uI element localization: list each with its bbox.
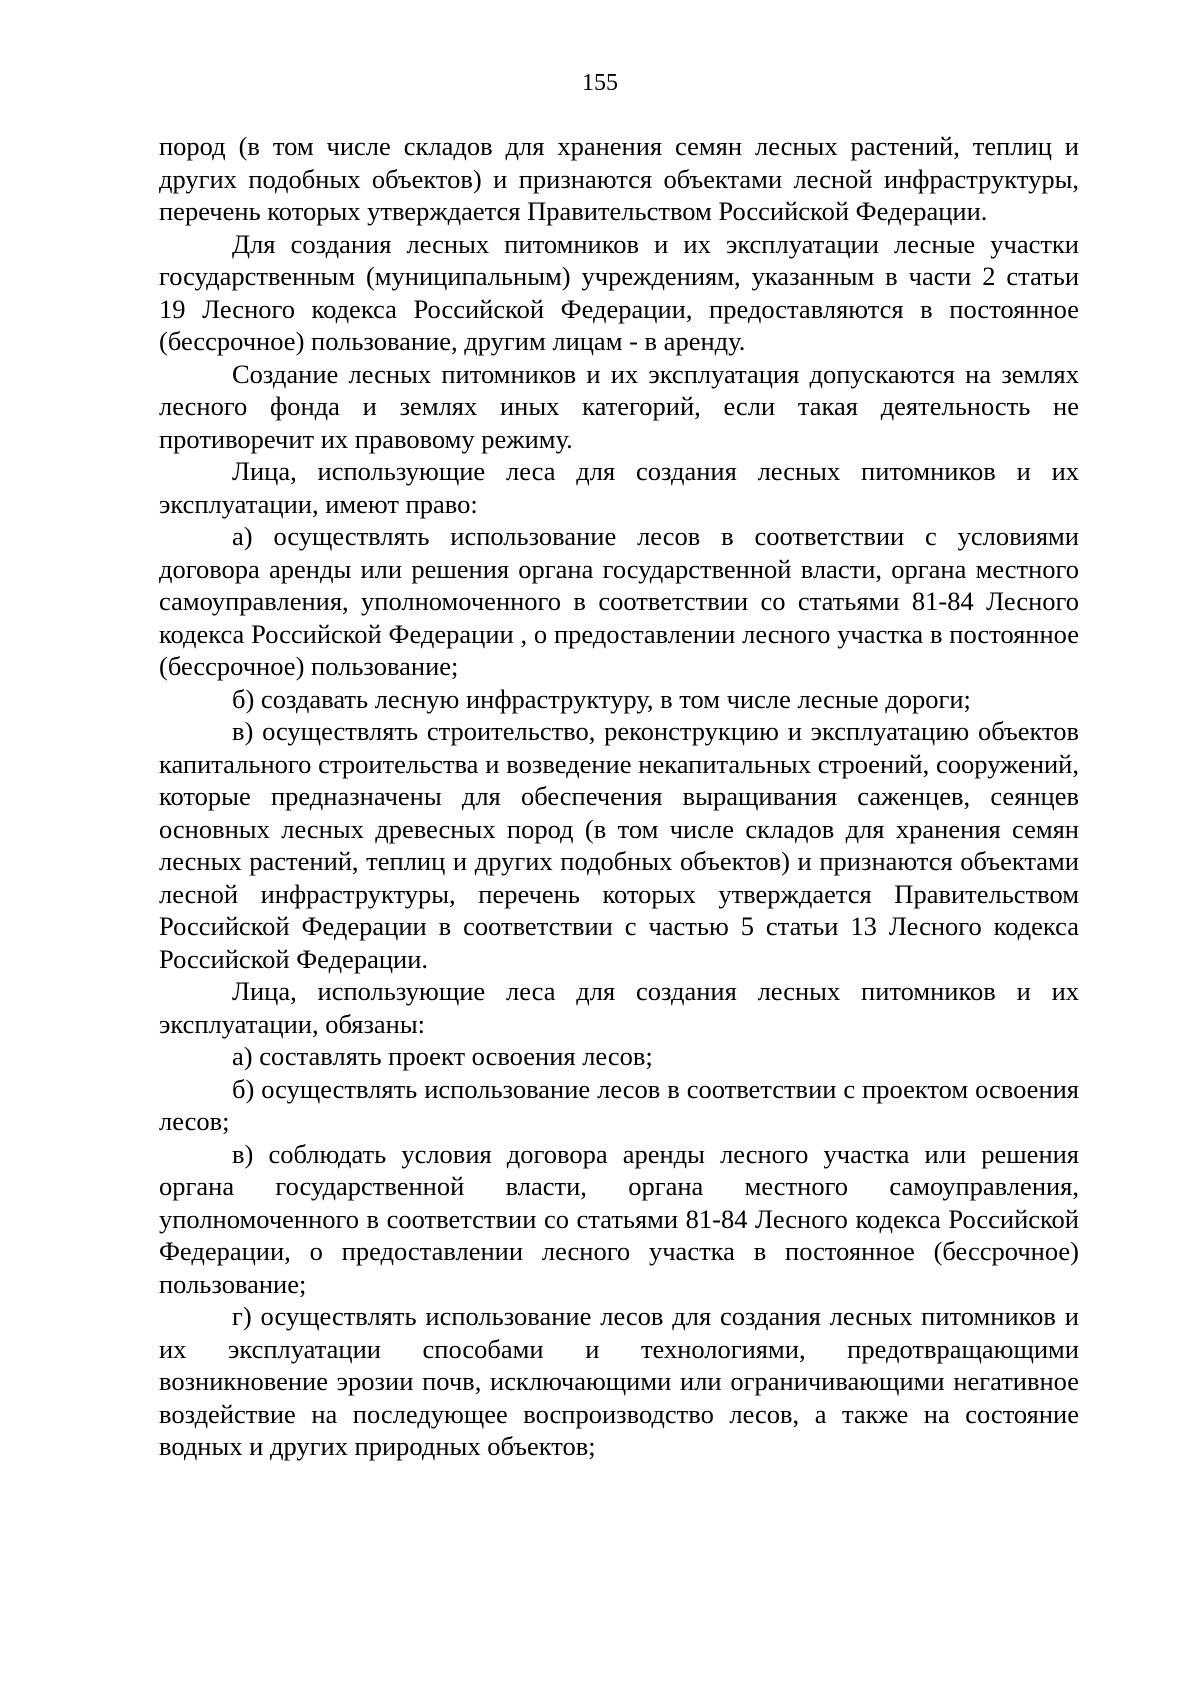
list-item-obligation-d: г) осуществлять использование лесов для создания лесных питомников и их эксплуатации способами и технологиями, предотвращающими возникновение эрозии почв, исключающими или ограничивающими негативное воздействие на последующее воспроизводство лесов, а также на состояние водных и других природных объектов; [159, 1301, 1079, 1461]
paragraph-nursery-land-provision: Для создания лесных питомников и их эксплуатации лесные участки государственным (муниципальным) учреждениям, указанным в части 2 статьи 19 Лесного кодекса Российской Федерации, предоставляются в постоянное (бессрочное) пользование, другим лицам - в аренду. [159, 228, 1079, 356]
document-body [159, 130, 1079, 1463]
page-number: 155 [582, 70, 618, 96]
list-item-obligation-a: а) составлять проект освоения лесов; [232, 1041, 653, 1071]
list-item-obligation-b: б) осуществлять использование лесов в соответствии с проектом освоения лесов; [159, 1073, 1079, 1136]
paragraph-rights-intro: Лица, использующие леса для создания лесных питомников и их эксплуатации, имеют право: [159, 456, 1079, 519]
paragraph-continuation: пород (в том числе складов для хранения семян лесных растений, теплиц и других подобных объектов) и признаются объектами лесной инфраструктуры, перечень которых утверждается Правительством Российской Федерации. [159, 131, 1079, 226]
list-item-right-b: б) создавать лесную инфраструктуру, в том числе лесные дороги; [232, 683, 971, 714]
list-item-right-c: в) осуществлять строительство, реконструкцию и эксплуатацию объектов капитального строительства и возведение некапитальных строений, сооружений, которые предназначены для обеспечения выращивания саженцев, сеянцев основных лесных древесных пород (в том числе складов для хранения семян лесных растений, теплиц и других подобных объектов) и признаются объектами лесной инфраструктуры, перечень которых утверждается Правительством Российской Федерации в соответствии с частью 5 статьи 13 Лесного кодекса Российской Федерации. [159, 716, 1079, 974]
list-item-obligation-c: в) соблюдать условия договора аренды лесного участка или решения органа государственной власти, органа местного самоуправления, уполномоченного в соответствии со статьями 81-84 Лесного кодекса Российской Федерации, о предоставлении лесного участка в постоянное (бессрочное) пользование; [159, 1138, 1079, 1299]
paragraph-obligations-intro: Лица, использующие леса для создания лесных питомников и их эксплуатации, обязаны: [159, 976, 1079, 1039]
list-item-right-a: а) осуществлять использование лесов в соответствии с условиями договора аренды или решения органа государственной власти, органа местного самоуправления, уполномоченного в соответствии со статьями 81-84 Лесного кодекса Российской Федерации , о предоставлении лесного участка в постоянное (бессрочное) пользование; [159, 521, 1079, 681]
paragraph-nursery-land-categories: Создание лесных питомников и их эксплуатация допускаются на землях лесного фонда и землях иных категорий, если такая деятельность не противоречит их правовому режиму. [159, 358, 1079, 454]
